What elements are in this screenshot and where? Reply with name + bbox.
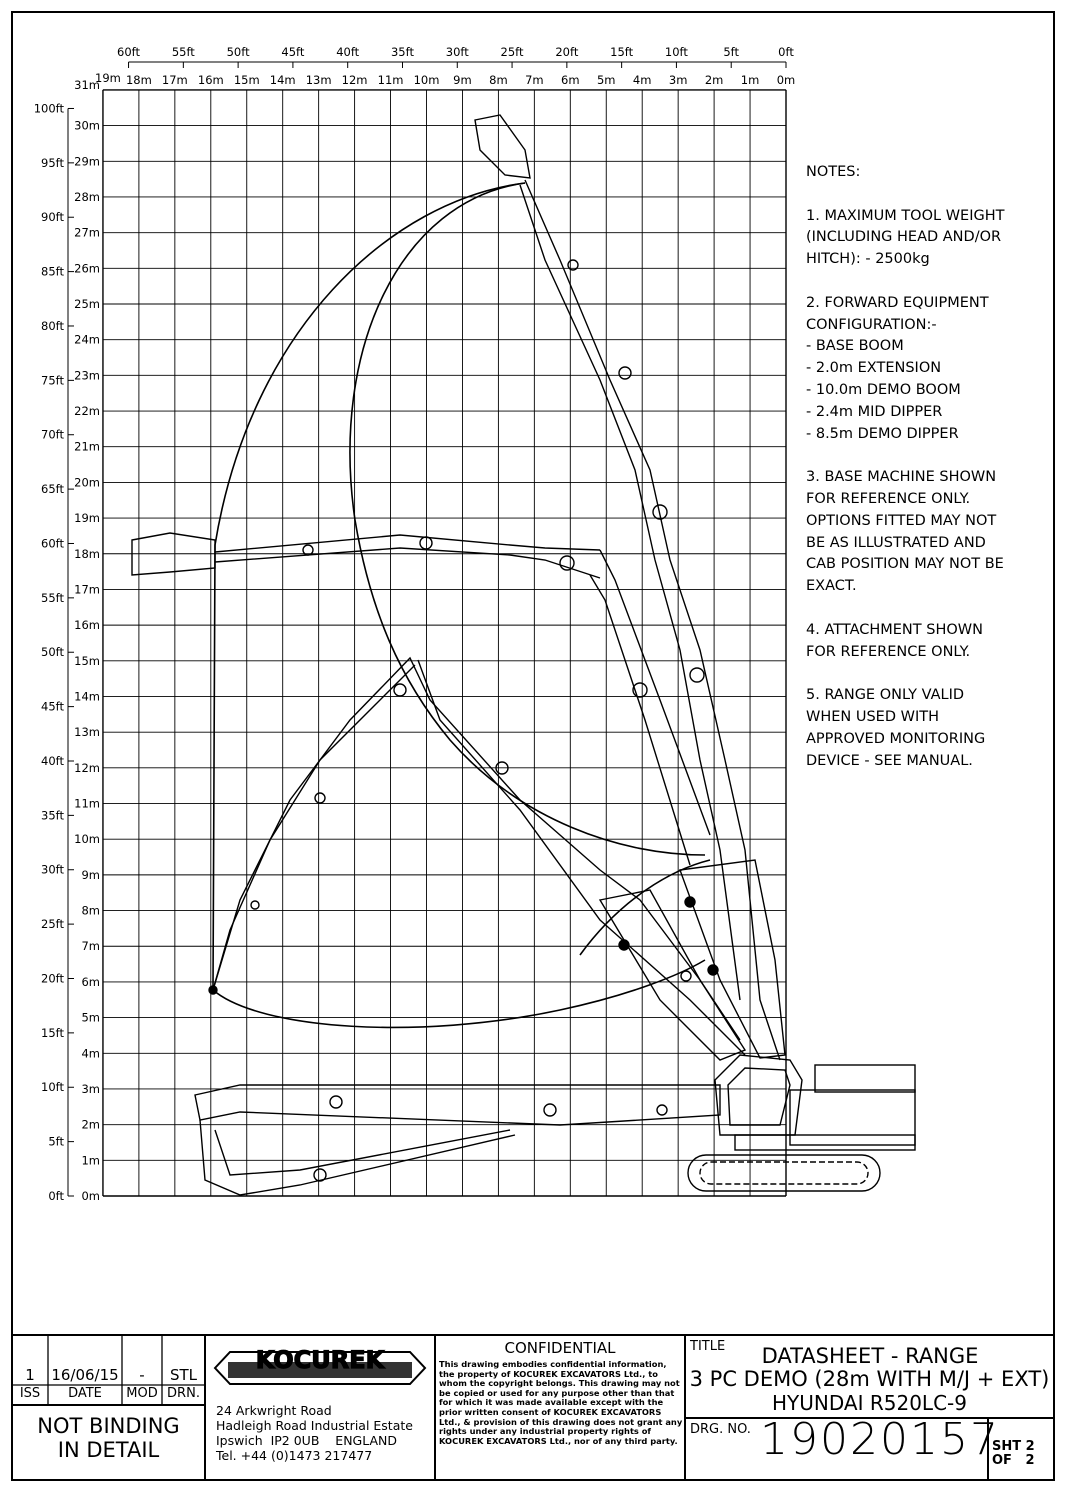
note-line: - 10.0m DEMO BOOM	[806, 381, 961, 398]
top-feet-tick-label: 25ft	[500, 45, 524, 59]
left-metre-tick-label: 8m	[81, 903, 100, 918]
left-feet-tick-label: 65ft	[41, 482, 64, 497]
address: 24 Arkwright Road Hadleigh Road Industrial Estate Ipswich IP2 0UB ENGLAND Tel. +44 (0)1473 217477	[216, 1403, 413, 1463]
top-feet-tick-label: 0ft	[778, 45, 794, 59]
top-metre-tick-label: 3m	[668, 73, 688, 87]
left-metre-tick-label: 12m	[74, 760, 100, 775]
note-line: EXACT.	[806, 578, 857, 595]
note-line: WHEN USED WITH	[806, 708, 939, 725]
top-metre-tick-label: 12m	[341, 73, 368, 87]
note-item	[806, 685, 1046, 772]
left-metre-tick-label: 27m	[74, 225, 100, 240]
drn-label: DRN.	[167, 1386, 200, 1401]
left-feet-tick-label: 5ft	[48, 1134, 64, 1149]
kocurek-logo	[215, 1346, 425, 1384]
excavator-front-equipment	[132, 115, 785, 1195]
top-feet-tick-label: 55ft	[171, 45, 195, 59]
top-metre-tick-label: 9m	[453, 73, 472, 87]
left-metre-tick-label: 14m	[74, 689, 100, 704]
left-metre-tick-label: 9m	[81, 867, 100, 882]
left-feet-tick-label: 0ft	[48, 1189, 64, 1203]
mod-label: MOD	[126, 1386, 158, 1401]
axis-labels	[34, 45, 796, 1203]
left-feet-tick-label: 100ft	[33, 101, 64, 116]
left-feet-tick-label: 10ft	[41, 1080, 64, 1095]
note-line: 1. MAXIMUM TOOL WEIGHT	[806, 207, 1005, 224]
left-metre-tick-label: 22m	[74, 404, 100, 419]
left-metre-tick-label: 1m	[81, 1153, 100, 1168]
left-metre-tick-label: 17m	[74, 582, 100, 597]
left-metre-tick-label: 16m	[74, 618, 100, 633]
note-line: 5. RANGE ONLY VALID	[806, 687, 965, 704]
left-metre-tick-label: 10m	[74, 832, 100, 847]
left-feet-tick-label: 35ft	[41, 808, 64, 823]
note-line: - 2.0m EXTENSION	[806, 360, 942, 377]
left-metre-tick-label: 31m	[74, 77, 100, 92]
issue-date: 16/06/15	[51, 1366, 119, 1384]
issue-number: 1	[25, 1366, 35, 1384]
top-metre-tick-label: 18m	[125, 73, 152, 87]
note-line: FOR REFERENCE ONLY.	[806, 490, 971, 507]
left-metre-tick-label: 2m	[81, 1117, 100, 1132]
confidential-heading: CONFIDENTIAL	[504, 1339, 616, 1357]
top-metre-tick-label: 7m	[525, 73, 544, 87]
note-line: - BASE BOOM	[806, 338, 904, 355]
left-metre-tick-label: 5m	[81, 1010, 100, 1025]
left-metre-tick-label: 25m	[74, 297, 100, 311]
left-feet-tick-label: 75ft	[41, 373, 64, 388]
left-feet-tick-label: 90ft	[41, 210, 64, 225]
left-metre-tick-label: 21m	[74, 439, 100, 454]
title-line-1: DATASHEET - RANGE	[761, 1344, 979, 1368]
top-metre-tick-label: 1m	[740, 73, 760, 87]
left-metre-tick-label: 4m	[81, 1046, 100, 1061]
left-feet-tick-label: 50ft	[41, 645, 64, 660]
top-feet-tick-label: 60ft	[117, 45, 141, 59]
left-feet-tick-label: 70ft	[41, 427, 64, 442]
note-line: APPROVED MONITORING	[806, 730, 986, 747]
top-metre-tick-label: 4m	[632, 73, 652, 87]
top-metre-tick-label: 11m	[377, 73, 404, 87]
left-metre-tick-label: 20m	[74, 475, 100, 490]
dipper-mid-pose	[213, 658, 740, 1040]
note-line: 2. FORWARD EQUIPMENT	[806, 294, 989, 311]
left-feet-tick-label: 60ft	[41, 536, 64, 551]
working-envelope	[213, 183, 710, 1027]
left-feet-tick-label: 15ft	[41, 1025, 64, 1040]
top-metre-tick-label: 13m	[305, 73, 332, 87]
top-metre-tick-label: 16m	[197, 73, 224, 87]
top-feet-tick-label: 35ft	[390, 45, 414, 59]
iss-label: ISS	[19, 1386, 41, 1401]
left-feet-tick-label: 30ft	[41, 862, 64, 877]
left-feet-tick-label: 80ft	[41, 318, 64, 333]
base-machine	[688, 1055, 915, 1191]
title-label: TITLE	[690, 1339, 726, 1354]
inner-envelope-curve	[350, 183, 705, 855]
note-line: HITCH): - 2500kg	[806, 251, 930, 268]
tool-max-height	[475, 115, 530, 178]
top-feet-tick-label: 50ft	[226, 45, 250, 59]
left-metre-tick-label: 3m	[81, 1081, 100, 1096]
left-feet-tick-label: 95ft	[41, 155, 64, 170]
left-feet-tick-label: 40ft	[41, 753, 64, 768]
top-metre-tick-label: 8m	[489, 73, 508, 87]
left-metre-tick-label: 11m	[74, 796, 100, 811]
note-line: - 2.4m MID DIPPER	[806, 403, 943, 420]
top-feet-tick-label: 5ft	[723, 45, 740, 59]
top-metre-tick-label: 15m	[233, 73, 260, 87]
top-feet-tick-label: 10ft	[664, 45, 688, 59]
top-metre-tick-label: 2m	[704, 73, 724, 87]
left-feet-tick-label: 45ft	[41, 699, 64, 714]
left-feet-tick-label: 25ft	[41, 917, 64, 932]
top-feet-tick-label: 30ft	[445, 45, 469, 59]
date-label: DATE	[68, 1386, 102, 1401]
note-line: BE AS ILLUSTRATED AND	[806, 534, 986, 551]
boom-max-height	[525, 180, 780, 1060]
top-metre-tick-label: 5m	[596, 73, 616, 87]
top-metre-tick-label: 14m	[269, 73, 296, 87]
notes-heading: NOTES:	[806, 164, 861, 180]
disclaimer-line-1: NOT BINDING	[37, 1414, 180, 1438]
top-feet-tick-label: 45ft	[281, 45, 305, 59]
note-line: CAB POSITION MAY NOT BE	[806, 556, 1004, 573]
left-metre-tick-label: 13m	[74, 725, 100, 740]
note-line: CONFIGURATION:-	[806, 316, 937, 333]
drawn-by: STL	[169, 1366, 198, 1384]
left-metre-tick-label: 30m	[74, 118, 100, 133]
left-metre-tick-label: 28m	[74, 189, 100, 204]
confidential-text: This drawing embodies confidential information, the property of KOCUREK EXCAVATORS Ltd., to whom the copyright belongs. This drawing may not be copied or used for any purpose other than that for which it was made available except with the prior written consent of KOCUREK EXCAVATORS Ltd., & provision of this drawing does not grant any rights under any industrial property rights of KOCUREK EXCAVATORS Ltd., nor of any third party.	[439, 1359, 683, 1446]
note-line: (INCLUDING HEAD AND/OR	[806, 229, 1002, 246]
sheet-number: SHT 2 OF 2	[992, 1439, 1035, 1468]
top-metre-tick-label: 19m	[95, 71, 121, 85]
left-metre-tick-label: 15m	[74, 653, 100, 668]
note-line: - 8.5m DEMO DIPPER	[806, 425, 959, 442]
left-metre-tick-label: 29m	[74, 154, 100, 169]
left-metre-tick-label: 6m	[81, 974, 100, 989]
note-line: 3. BASE MACHINE SHOWN	[806, 469, 997, 486]
title-line-3: HYUNDAI R520LC-9	[772, 1391, 967, 1415]
top-metre-tick-label: 0m	[776, 73, 796, 87]
top-metre-tick-label: 17m	[161, 73, 188, 87]
note-item	[806, 467, 1046, 598]
top-feet-tick-label: 20ft	[555, 45, 579, 59]
base-boom	[600, 890, 745, 1060]
disclaimer-line-2: IN DETAIL	[57, 1438, 160, 1462]
top-metre-tick-label: 6m	[561, 73, 580, 87]
note-line: FOR REFERENCE ONLY.	[806, 643, 971, 660]
note-line: DEVICE - SEE MANUAL.	[806, 752, 973, 769]
note-item	[806, 206, 1046, 271]
left-metre-tick-label: 7m	[81, 939, 100, 954]
drawing-number-label: DRG. NO.	[690, 1422, 751, 1437]
note-item	[806, 620, 1046, 664]
title-line-2: 3 PC DEMO (28m WITH M/J + EXT)	[689, 1367, 1050, 1391]
left-metre-tick-label: 26m	[74, 261, 100, 276]
top-feet-tick-label: 15ft	[610, 45, 634, 59]
note-line: OPTIONS FITTED MAY NOT	[806, 512, 997, 529]
left-metre-tick-label: 23m	[74, 368, 100, 383]
left-metre-tick-label: 19m	[74, 511, 100, 526]
note-line: 4. ATTACHMENT SHOWN	[806, 621, 983, 638]
left-feet-tick-label: 55ft	[41, 590, 64, 605]
drawing-number: 19020157	[760, 1414, 1000, 1465]
svg-text:KOCUREK: KOCUREK	[255, 1346, 385, 1374]
left-feet-tick-label: 85ft	[41, 264, 64, 279]
note-item	[806, 293, 1046, 446]
boom-stowed	[195, 1085, 720, 1125]
top-metre-tick-label: 10m	[413, 73, 440, 87]
modification: -	[139, 1366, 145, 1384]
counterweight	[790, 1090, 915, 1145]
dipper-max-reach	[215, 535, 600, 552]
left-feet-tick-label: 20ft	[41, 971, 64, 986]
top-feet-tick-label: 40ft	[336, 45, 360, 59]
grid	[103, 90, 786, 1196]
notes-panel	[806, 162, 1046, 794]
left-metre-tick-label: 24m	[74, 332, 100, 347]
left-metre-tick-label: 18m	[74, 546, 100, 561]
left-metre-tick-label: 0m	[81, 1189, 100, 1203]
